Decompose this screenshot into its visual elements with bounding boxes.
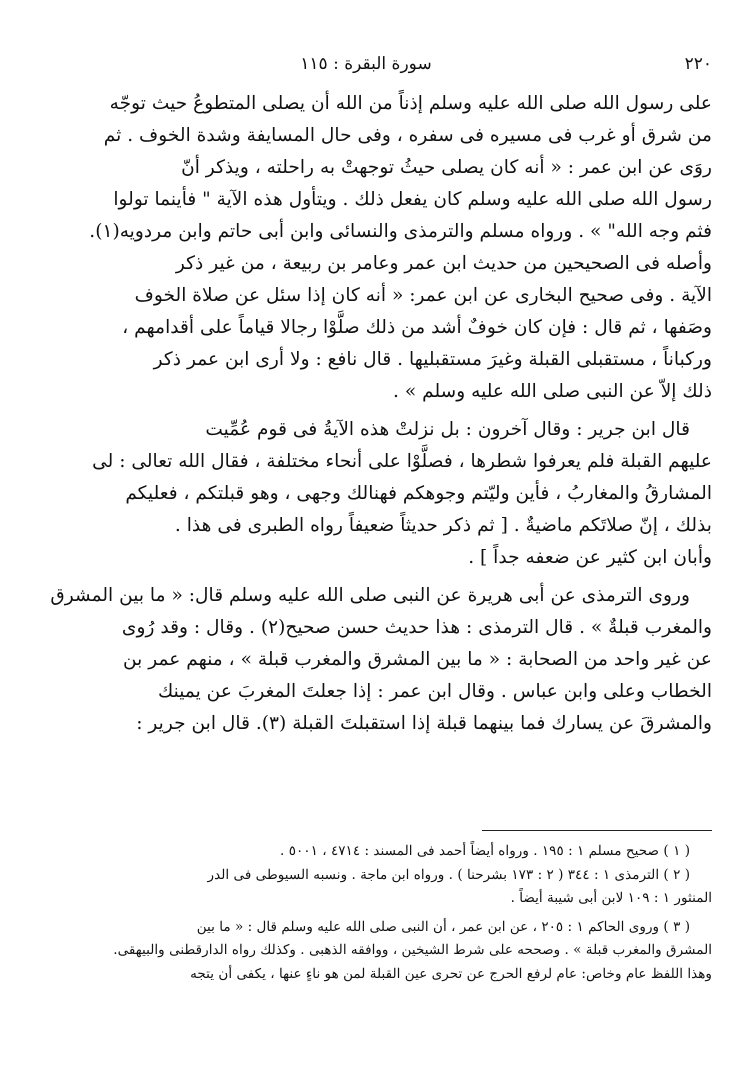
body-line: الآية . وفى صحيح البخارى عن ابن عمر: « أنه كان إذا سئل عن صلاة الخوف bbox=[134, 285, 712, 306]
body-line: الخطاب وعلى وابن عباس . وقال ابن عمر : إذا جعلتَ المغربَ عن يمينك bbox=[157, 681, 712, 702]
footnote-line: المشرق والمغرب قبلة » . وصححه على شرط الشيخين ، ووافقه الذهبى . وكذلك رواه الدارقطنى والبيهقى. bbox=[113, 942, 712, 958]
footnote-line: ( ٣ ) وروى الحاكم ١ : ٢٠٥ ، عن ابن عمر ، أن النبى صلى الله عليه وسلم قال : « ما بين bbox=[196, 918, 690, 935]
body-line: وروى الترمذى عن أبى هريرة عن النبى صلى الله عليه وسلم قال: « ما بين المشرق bbox=[50, 585, 690, 606]
body-line: والمشرقَ عن يسارك فما بينهما قبلة إذا استقبلتَ القبلة (٣). قال ابن جرير : bbox=[136, 713, 712, 734]
body-line: وأصله فى الصحيحين من حديث ابن عمر وعامر بن ربيعة ، من غير ذكر bbox=[175, 253, 712, 274]
footnote-separator bbox=[482, 830, 712, 831]
body-line: عليهم القبلة فلم يعرفوا شطرها ، فصلَّوْا على أنحاء مختلفة ، فقال الله تعالى : لى bbox=[92, 451, 712, 472]
body-line: فثم وجه الله" » . ورواه مسلم والترمذى والنسائى وابن أبى حاتم وابن مردويه(١). bbox=[89, 221, 712, 242]
body-line: المشارقُ والمغاربُ ، فأين وليّتم وجوهكم فهنالك وجهى ، وهو قبلتكم ، فعليكم bbox=[125, 483, 712, 504]
body-line: وركباناً ، مستقبلى القبلة وغيرَ مستقبليها . قال نافع : ولا أرى ابن عمر ذكر bbox=[153, 349, 712, 370]
body-line: وأبان ابن كثير عن ضعفه جداً ] . bbox=[468, 547, 712, 568]
body-line: عن غير واحد من الصحابة : « ما بين المشرق والمغرب قبلة » ، منهم عمر بن bbox=[123, 649, 712, 670]
body-line: بذلك ، إنّ صلاتَكم ماضيةٌ . [ ثم ذكر حديثاً ضعيفاً رواه الطبرى فى هذا . bbox=[174, 515, 712, 536]
footnote-line: المنثور ١ : ١٠٩ لابن أبى شيبة أيضاً . bbox=[510, 890, 712, 906]
body-line: رسول الله صلى الله عليه وسلم كان يفعل ذلك . ويتأول هذه الآية " فأينما تولوا bbox=[113, 189, 712, 210]
footnote-line: وهذا اللفظ عام وخاص: عام لرفع الحرج عن تحرى عين القبلة لمن هو ناءٍ عنها ، يكفى أن يتجه bbox=[190, 965, 712, 982]
body-line: ذلك إلاّ عن النبى صلى الله عليه وسلم » . bbox=[393, 381, 712, 402]
body-line: والمغرب قبلةٌ » . قال الترمذى : هذا حديث حسن صحيح(٢) . وقال : وقد رُوى bbox=[121, 617, 712, 638]
footnote-line: ( ١ ) صحيح مسلم ١ : ١٩٥ . ورواه أيضاً أحمد فى المسند : ٤٧١٤ ، ٥٠٠١ . bbox=[280, 843, 690, 859]
body-line: من شرق أو غرب فى مسيره فى سفره ، وفى حال المسايفة وشدة الخوف . ثم bbox=[103, 125, 712, 146]
body-line: على رسول الله صلى الله عليه وسلم إذناً من الله أن يصلى المتطوعُ حيث توجّه bbox=[109, 93, 712, 114]
page bbox=[20, 22, 712, 1062]
body-line: وصَفها ، ثم قال : فإن كان خوفٌ أشد من ذلك صلَّوْا رجالا قياماً على أقدامهم ، bbox=[122, 317, 712, 338]
footnotes bbox=[20, 840, 712, 986]
body-text bbox=[20, 88, 712, 740]
footnote-line: ( ٢ ) الترمذى ١ : ٣٤٤ ( ٢ : ١٧٣ بشرحنا ) . ورواه ابن ماجة . ونسبه السيوطى فى الدر bbox=[207, 866, 690, 883]
body-line: قال ابن جرير : وقال آخرون : بل نزلتْ هذه الآيةُ فى قوم عُمِّيت bbox=[205, 419, 690, 440]
surah-reference: سورة البقرة : ١١٥ bbox=[300, 54, 432, 74]
body-line: روَى عن ابن عمر : « أنه كان يصلى حيثُ توجهتْ به راحلته ، ويذكر أنّ bbox=[181, 157, 712, 178]
page-number: ٢٢٠ bbox=[684, 54, 712, 74]
page-header bbox=[20, 52, 712, 78]
